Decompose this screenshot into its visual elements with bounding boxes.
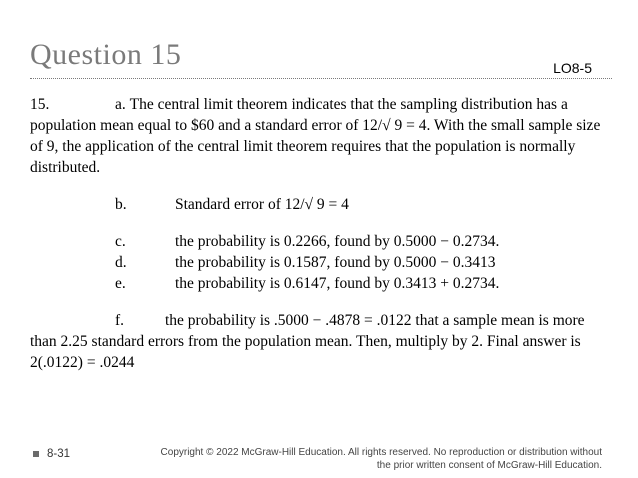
part-a-line1: The central limit theorem indicates that the sampling distribution has a <box>129 96 568 113</box>
copyright-line-1: Copyright © 2022 McGraw-Hill Education. All rights reserved. No reproduction or distribution without <box>160 447 602 458</box>
part-a-first-line <box>30 94 602 115</box>
part-b-text: Standard error of 12/√ 9 = 4 <box>175 196 349 213</box>
part-c-row <box>30 231 602 252</box>
part-a-label: a. <box>115 96 126 113</box>
learning-objective-label: LO8-5 <box>553 60 592 76</box>
copyright-notice <box>142 446 602 472</box>
part-f-continuation: than 2.25 standard errors from the population mean. Then, multiply by 2. Final answer is 2(.0122) = .0244 <box>30 333 581 371</box>
part-c-label: c. <box>115 233 126 250</box>
part-d-text: the probability is 0.1587, found by 0.5000 − 0.3413 <box>175 254 496 271</box>
title-divider <box>30 78 612 79</box>
part-b-row <box>30 194 602 215</box>
part-e-text: the probability is 0.6147, found by 0.3413 + 0.2734. <box>175 275 500 292</box>
part-f-line1: the probability is .5000 − .4878 = .0122 that a sample mean is more <box>165 312 585 329</box>
page-number: 8-31 <box>47 448 71 460</box>
part-d-row <box>30 252 602 273</box>
part-d-label: d. <box>115 254 127 271</box>
question-number: 15. <box>30 96 50 113</box>
slide-title: Question 15 <box>30 38 182 71</box>
copyright-line-2: the prior written consent of McGraw-Hill Education. <box>376 460 602 471</box>
part-c-text: the probability is 0.2266, found by 0.5000 − 0.2734. <box>175 233 500 250</box>
answer-body <box>30 94 602 373</box>
bullet-square-icon <box>33 451 39 457</box>
part-b-label: b. <box>115 196 127 213</box>
part-a-paragraph <box>30 94 602 178</box>
part-f-first-line <box>30 310 602 331</box>
part-a-continuation: population mean equal to $60 and a standard error of 12/√ 9 = 4. With the small sample size of 9, the application of the central limit theorem requires that the population is normally distributed. <box>30 117 601 176</box>
part-f-paragraph <box>30 310 602 373</box>
part-e-label: e. <box>115 275 126 292</box>
part-f-label: f. <box>115 312 125 329</box>
part-e-row <box>30 273 602 294</box>
footer-page <box>33 448 70 460</box>
